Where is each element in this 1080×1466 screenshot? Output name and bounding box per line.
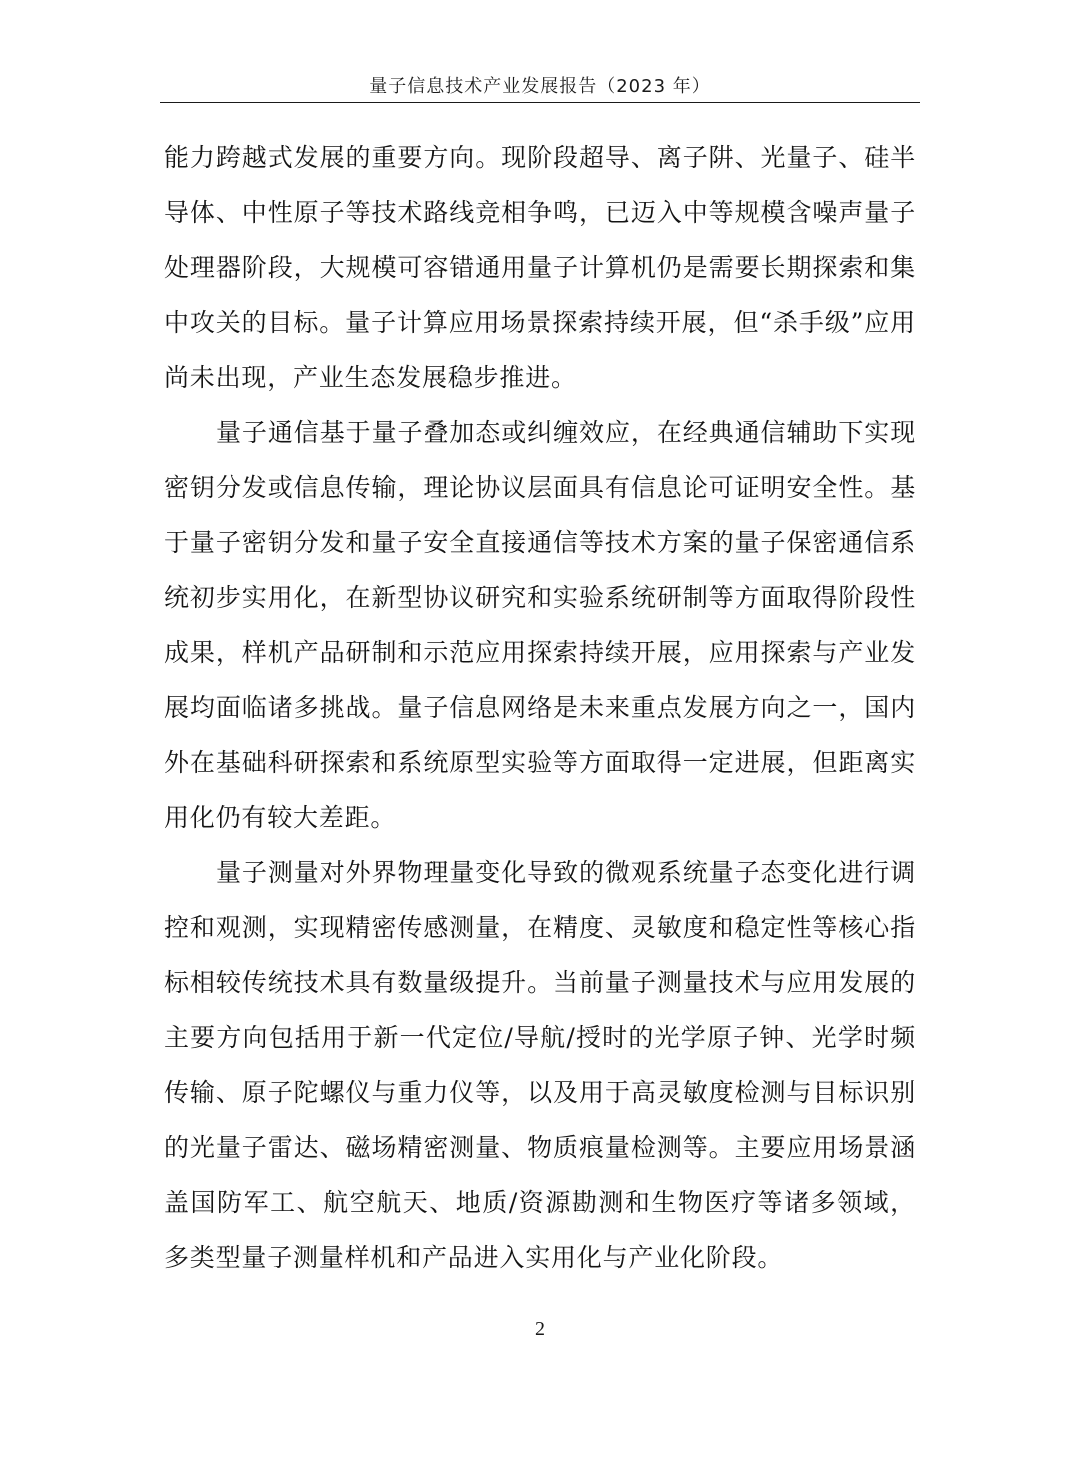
running-header-title: 量子信息技术产业发展报告（2023 年） xyxy=(369,76,711,97)
page-number: 2 xyxy=(535,1318,545,1340)
paragraph-quantum-computing-continued: 能力跨越式发展的重要方向。现阶段超导、离子阱、光量子、硅半导体、中性原子等技术路线竞相争鸣，已迈入中等规模含噪声量子处理器阶段，大规模可容错通用量子计算机仍是需要长期探索和集中攻关的目标。量子计算应用场景探索持续开展，但“杀手级”应用尚未出现，产业生态发展稳步推进。 xyxy=(164,143,916,392)
header-divider xyxy=(160,102,920,103)
paragraph-quantum-measurement: 量子测量对外界物理量变化导致的微观系统量子态变化进行调控和观测，实现精密传感测量，在精度、灵敏度和稳定性等核心指标相较传统技术具有数量级提升。当前量子测量技术与应用发展的主要方向包括用于新一代定位/导航/授时的光学原子钟、光学时频传输、原子陀螺仪与重力仪等，以及用于高灵敏度检测与目标识别的光量子雷达、磁场精密测量、物质痕量检测等。主要应用场景涵盖国防军工、航空航天、地质/资源勘测和生物医疗等诸多领域，多类型量子测量样机和产品进入实用化与产业化阶段。 xyxy=(164,858,916,1272)
body-text xyxy=(164,130,916,1285)
paragraph-quantum-communication: 量子通信基于量子叠加态或纠缠效应，在经典通信辅助下实现密钥分发或信息传输，理论协议层面具有信息论可证明安全性。基于量子密钥分发和量子安全直接通信等技术方案的量子保密通信系统初步实用化，在新型协议研究和实验系统研制等方面取得阶段性成果，样机产品研制和示范应用探索持续开展，应用探索与产业发展均面临诸多挑战。量子信息网络是未来重点发展方向之一，国内外在基础科研探索和系统原型实验等方面取得一定进展，但距离实用化仍有较大差距。 xyxy=(164,418,916,832)
